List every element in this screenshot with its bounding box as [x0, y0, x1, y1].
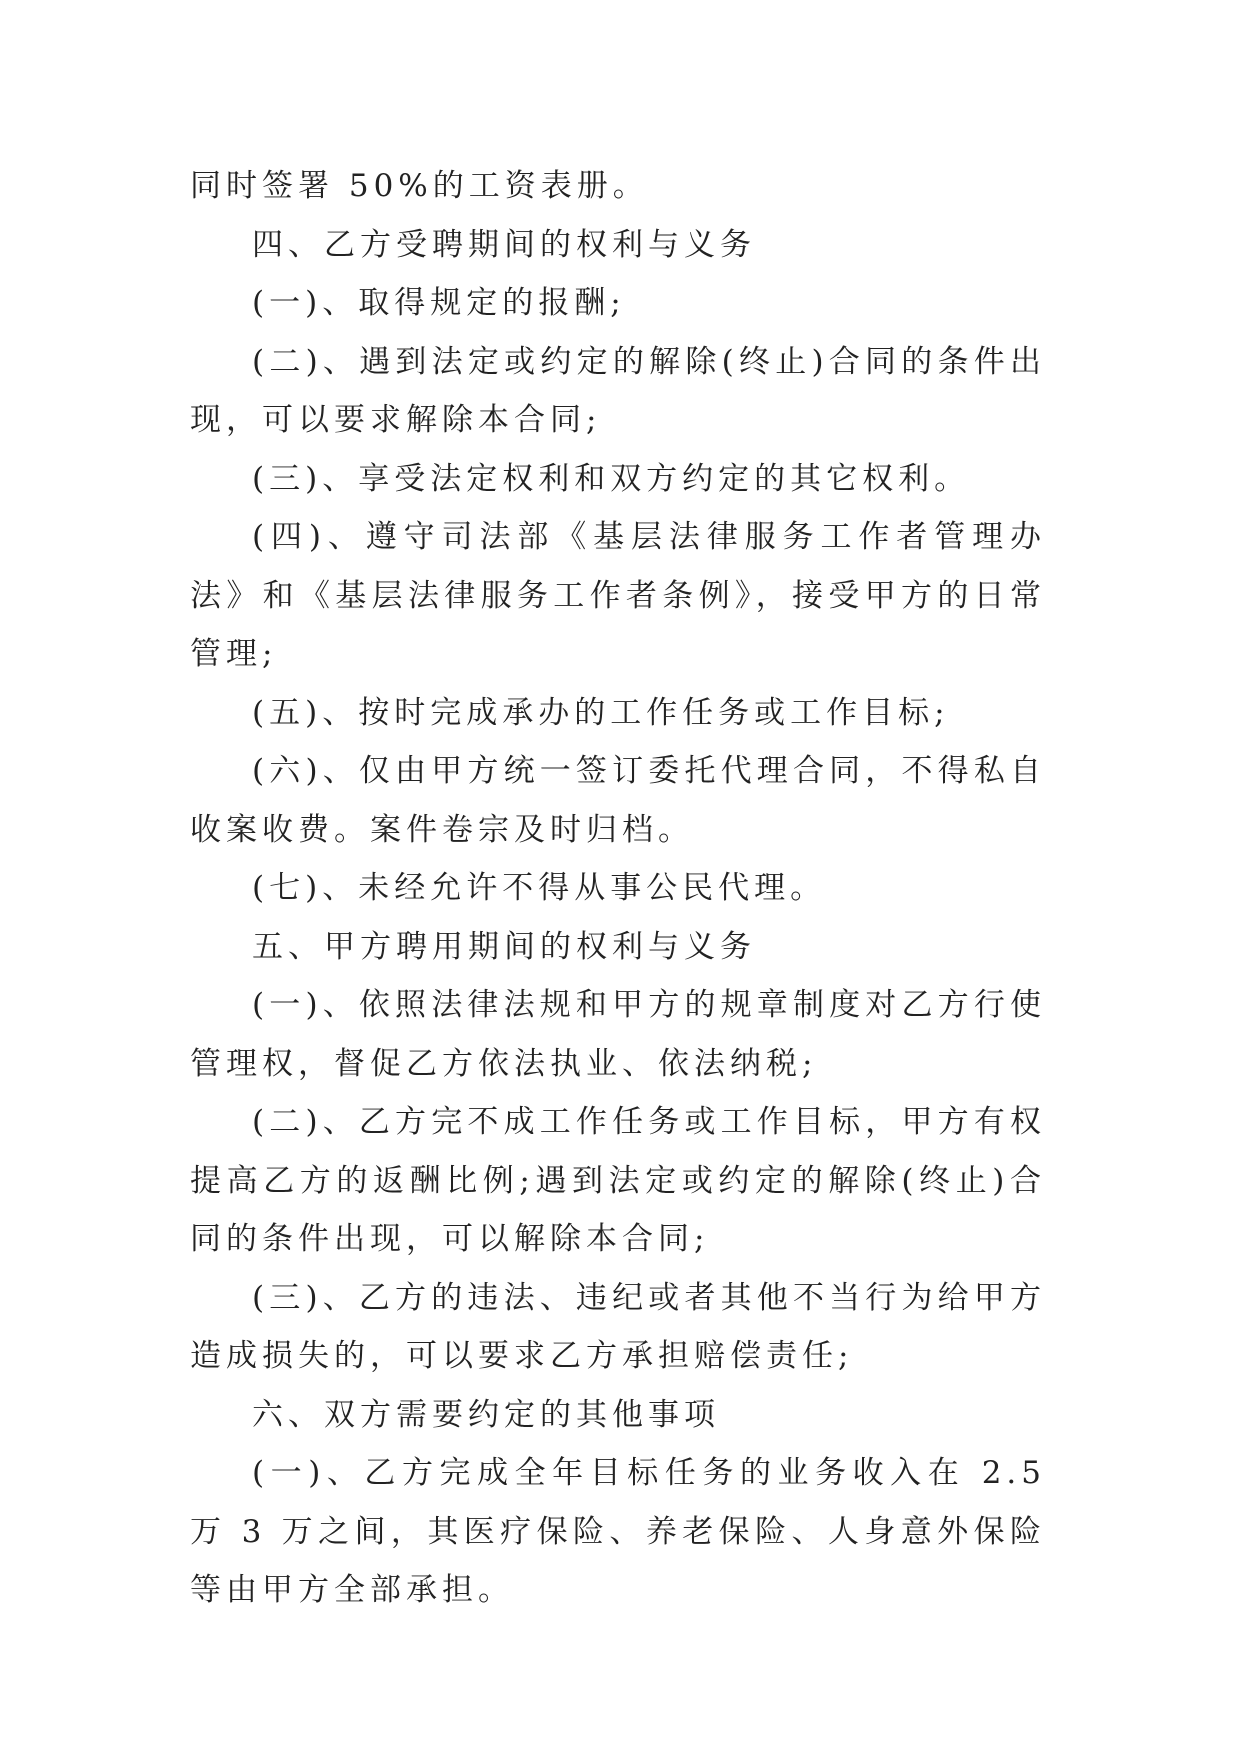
section-heading-party-a-rights: 五、甲方聘用期间的权利与义务 [252, 928, 756, 965]
clause-a-2: (二)、乙方完不成工作任务或工作目标，甲方有权提高乙方的返酬比例;遇到法定或约定的解除(终止)合同的条件出现，可以解除本合同; [190, 1104, 1046, 1257]
clause-b-1: (一)、取得规定的报酬; [252, 285, 626, 321]
document-body [190, 157, 1046, 1620]
clause-a-1: (一)、依照法律法规和甲方的规章制度对乙方行使管理权，督促乙方依法执业、依法纳税; [190, 987, 1046, 1082]
clause-a-3: (三)、乙方的违法、违纪或者其他不当行为给甲方造成损失的，可以要求乙方承担赔偿责任; [190, 1279, 1046, 1374]
clause-b-6: (六)、仅由甲方统一签订委托代理合同，不得私自收案收费。案件卷宗及时归档。 [190, 753, 1046, 848]
clause-b-3: (三)、享受法定权利和双方约定的其它权利。 [252, 460, 971, 497]
section-heading-other-matters: 六、双方需要约定的其他事项 [252, 1396, 720, 1433]
clause-other-1: (一)、乙方完成全年目标任务的业务收入在 2.5 万 3 万之间，其医疗保险、养老保险、人身意外保险等由甲方全部承担。 [190, 1455, 1046, 1608]
clause-b-7: (七)、未经允许不得从事公民代理。 [252, 870, 827, 906]
clause-b-2: (二)、遇到法定或约定的解除(终止)合同的条件出现，可以要求解除本合同; [190, 343, 1046, 438]
clause-b-4: (四)、遵守司法部《基层法律服务工作者管理办法》和《基层法律服务工作者条例》，接受甲方的日常管理; [190, 519, 1046, 672]
clause-b-5: (五)、按时完成承办的工作任务或工作目标; [252, 694, 950, 731]
paragraph-salary-register: 同时签署 50%的工资表册。 [190, 168, 649, 204]
section-heading-party-b-rights: 四、乙方受聘期间的权利与义务 [252, 226, 756, 263]
